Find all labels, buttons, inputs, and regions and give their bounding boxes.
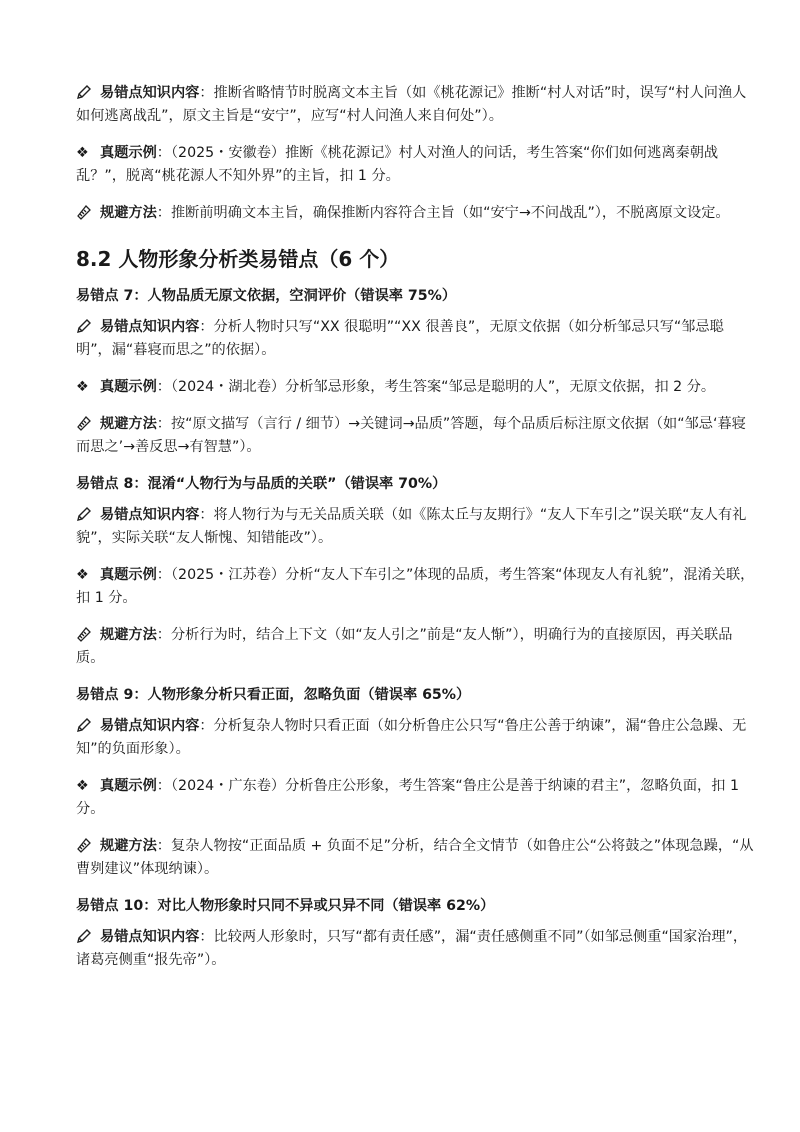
entry-label: 易错点知识内容 bbox=[100, 718, 200, 734]
ruler-pencil-icon bbox=[76, 202, 96, 225]
example-entry: ❖ 真题示例：（2024・广东卷）分析鲁庄公形象，考生答案“鲁庄公是善于纳谏的君主”，忽略负面，扣 1 分。 bbox=[76, 775, 756, 821]
entry-label: 真题示例 bbox=[100, 567, 157, 583]
diamond-bullet-icon: ❖ bbox=[76, 379, 89, 395]
entry-label: 真题示例 bbox=[100, 778, 157, 794]
entry-label: 真题示例 bbox=[100, 379, 157, 395]
pencil-icon bbox=[76, 715, 96, 738]
diamond-bullet-icon: ❖ bbox=[76, 567, 89, 583]
document-page bbox=[76, 82, 756, 986]
entry-text: 分析复杂人物时只看正面（如分析鲁庄公只写“鲁庄公善于纳谏”，漏“鲁庄公急躁、无知”的负面形象）。 bbox=[76, 718, 747, 757]
entry-label: 易错点知识内容 bbox=[100, 319, 200, 335]
knowledge-entry: 易错点知识内容：分析复杂人物时只看正面（如分析鲁庄公只写“鲁庄公善于纳谏”，漏“鲁庄公急躁、无知”的负面形象）。 bbox=[76, 715, 756, 761]
entry-text: 将人物行为与无关品质关联（如《陈太丘与友期行》“友人下车引之”误关联“友人有礼貌”，实际关联“友人惭愧、知错能改”）。 bbox=[76, 507, 747, 546]
entry-label: 规避方法 bbox=[100, 416, 157, 432]
entry-text: 按“原文描写（言行 / 细节）→关键词→品质”答题，每个品质后标注原文依据（如“邹忌‘暮寝而思之’→善反思→有智慧”）。 bbox=[76, 416, 746, 455]
entry-text: （2025・江苏卷）分析“友人下车引之”体现的品质，考生答案“体现友人有礼貌”，混淆关联，扣 1 分。 bbox=[76, 567, 755, 606]
entry-label: 易错点知识内容 bbox=[100, 507, 200, 523]
method-entry: 规避方法：按“原文描写（言行 / 细节）→关键词→品质”答题，每个品质后标注原文依据（如“邹忌‘暮寝而思之’→善反思→有智慧”）。 bbox=[76, 413, 756, 459]
entry-label: 真题示例 bbox=[100, 145, 157, 161]
entry-label: 规避方法 bbox=[100, 838, 157, 854]
ruler-pencil-icon bbox=[76, 835, 96, 858]
entry-label: 规避方法 bbox=[100, 627, 157, 643]
knowledge-entry: 易错点知识内容：分析人物时只写“XX 很聪明”“XX 很善良”，无原文依据（如分析邹忌只写“邹忌聪明”，漏“暮寝而思之”的依据）。 bbox=[76, 316, 756, 362]
example-entry: ❖ 真题示例：（2025・江苏卷）分析“友人下车引之”体现的品质，考生答案“体现友人有礼貌”，混淆关联，扣 1 分。 bbox=[76, 564, 756, 610]
pencil-icon bbox=[76, 316, 96, 339]
diamond-bullet-icon: ❖ bbox=[76, 145, 89, 161]
method-entry: 规避方法：分析行为时，结合上下文（如“友人引之”前是“友人惭”），明确行为的直接原因，再关联品质。 bbox=[76, 624, 756, 670]
entry-text: 分析行为时，结合上下文（如“友人引之”前是“友人惭”），明确行为的直接原因，再关联品质。 bbox=[76, 627, 733, 666]
entry-text: 复杂人物按“正面品质 + 负面不足”分析，结合全文情节（如鲁庄公“公将鼓之”体现急躁，“从曹刿建议”体现纳谏）。 bbox=[76, 838, 754, 877]
knowledge-entry: 易错点知识内容：将人物行为与无关品质关联（如《陈太丘与友期行》“友人下车引之”误关联“友人有礼貌”，实际关联“友人惭愧、知错能改”）。 bbox=[76, 504, 756, 550]
entry-label: 规避方法 bbox=[100, 205, 157, 221]
ruler-pencil-icon bbox=[76, 624, 96, 647]
entry-text: 比较两人形象时，只写“都有责任感”，漏“责任感侧重不同”（如邹忌侧重“国家治理”，诸葛亮侧重“报先帝”）。 bbox=[76, 929, 748, 968]
point-title: 易错点 8：混淆“人物行为与品质的关联”（错误率 70%） bbox=[76, 476, 447, 492]
pencil-icon bbox=[76, 504, 96, 527]
entry-text: 推断前明确文本主旨，确保推断内容符合主旨（如“安宁→不问战乱”），不脱离原文设定。 bbox=[170, 205, 730, 221]
example-entry: ❖ 真题示例：（2024・湖北卷）分析邹忌形象，考生答案“邹忌是聪明的人”，无原文依据，扣 2 分。 bbox=[76, 376, 756, 399]
example-entry: ❖ 真题示例：（2025・安徽卷）推断《桃花源记》村人对渔人的问话，考生答案“你们如何逃离秦朝战乱？”，脱离“桃花源人不知外界”的主旨，扣 1 分。 bbox=[76, 142, 756, 188]
entry-label: 易错点知识内容 bbox=[100, 929, 200, 945]
section-heading: 8.2 人物形象分析类易错点（6 个） bbox=[76, 247, 400, 271]
point-title: 易错点 10：对比人物形象时只同不异或只异不同（错误率 62%） bbox=[76, 898, 495, 914]
ruler-pencil-icon bbox=[76, 413, 96, 436]
entry-label: 易错点知识内容 bbox=[100, 85, 200, 101]
pencil-icon bbox=[76, 82, 96, 105]
knowledge-entry: 易错点知识内容：比较两人形象时，只写“都有责任感”，漏“责任感侧重不同”（如邹忌侧重“国家治理”，诸葛亮侧重“报先帝”）。 bbox=[76, 926, 756, 972]
point-title: 易错点 9：人物形象分析只看正面，忽略负面（错误率 65%） bbox=[76, 687, 471, 703]
entry-text: （2024・广东卷）分析鲁庄公形象，考生答案“鲁庄公是善于纳谏的君主”，忽略负面，扣 1 分。 bbox=[76, 778, 739, 817]
entry-text: （2025・安徽卷）推断《桃花源记》村人对渔人的问话，考生答案“你们如何逃离秦朝战乱？”，脱离“桃花源人不知外界”的主旨，扣 1 分。 bbox=[76, 145, 719, 184]
entry-text: 分析人物时只写“XX 很聪明”“XX 很善良”，无原文依据（如分析邹忌只写“邹忌聪明”，漏“暮寝而思之”的依据）。 bbox=[76, 319, 724, 358]
point-title: 易错点 7：人物品质无原文依据，空洞评价（错误率 75%） bbox=[76, 288, 457, 304]
diamond-bullet-icon: ❖ bbox=[76, 778, 89, 794]
method-entry: 规避方法：推断前明确文本主旨，确保推断内容符合主旨（如“安宁→不问战乱”），不脱离原文设定。 bbox=[76, 202, 756, 225]
method-entry: 规避方法：复杂人物按“正面品质 + 负面不足”分析，结合全文情节（如鲁庄公“公将鼓之”体现急躁，“从曹刿建议”体现纳谏）。 bbox=[76, 835, 756, 881]
pencil-icon bbox=[76, 926, 96, 949]
knowledge-entry: 易错点知识内容：推断省略情节时脱离文本主旨（如《桃花源记》推断“村人对话”时，误写“村人问渔人如何逃离战乱”，原文主旨是“安宁”，应写“村人问渔人来自何处”）。 bbox=[76, 82, 756, 128]
entry-text: 推断省略情节时脱离文本主旨（如《桃花源记》推断“村人对话”时，误写“村人问渔人如何逃离战乱”，原文主旨是“安宁”，应写“村人问渔人来自何处”）。 bbox=[76, 85, 747, 124]
entry-text: （2024・湖北卷）分析邹忌形象，考生答案“邹忌是聪明的人”，无原文依据，扣 2 分。 bbox=[170, 379, 716, 395]
